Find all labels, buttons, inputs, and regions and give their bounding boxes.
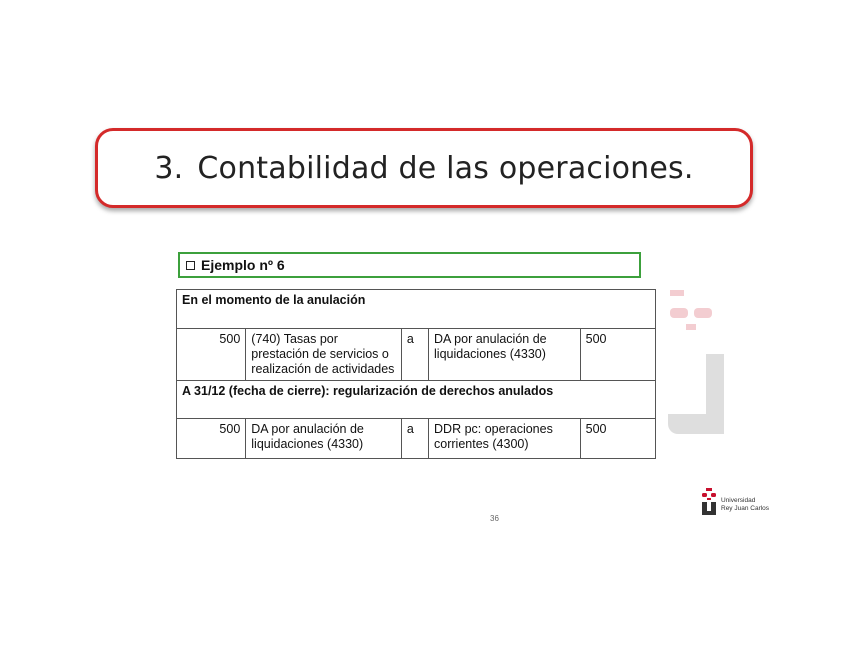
debit-amount: 500 <box>177 329 246 381</box>
page-number: 36 <box>490 514 499 523</box>
journal-entry-table <box>176 289 656 459</box>
connector: a <box>401 329 428 381</box>
urjc-logo-icon <box>701 488 717 518</box>
slide-title-box <box>95 128 753 208</box>
debit-account: DA por anulación de liquidaciones (4330) <box>246 419 402 459</box>
credit-account: DDR pc: operaciones corrientes (4300) <box>429 419 581 459</box>
checkbox-icon <box>186 261 195 270</box>
watermark-logo <box>668 284 728 444</box>
university-logo <box>701 488 781 518</box>
logo-line2: Rey Juan Carlos <box>721 504 770 512</box>
credit-account: DA por anulación de liquidaciones (4330) <box>429 329 581 381</box>
section-heading: A 31/12 (fecha de cierre): regularización de derechos anulados <box>177 381 656 419</box>
debit-account: (740) Tasas por prestación de servicios o realización de actividades <box>246 329 402 381</box>
logo-line1: Universidad <box>721 497 756 504</box>
table-section-row <box>177 381 656 419</box>
table-section-row <box>177 290 656 329</box>
slide-title-number: 3. <box>154 150 184 186</box>
section-heading: En el momento de la anulación <box>177 290 656 329</box>
slide-title <box>154 151 693 186</box>
table-row <box>177 419 656 459</box>
example-label-box <box>178 252 641 278</box>
credit-amount: 500 <box>580 329 655 381</box>
slide-title-text: Contabilidad de las operaciones. <box>197 150 694 186</box>
credit-amount: 500 <box>580 419 655 459</box>
connector: a <box>401 419 428 459</box>
example-label: Ejemplo nº 6 <box>201 257 285 273</box>
logo-text <box>721 497 769 512</box>
table-row <box>177 329 656 381</box>
debit-amount: 500 <box>177 419 246 459</box>
